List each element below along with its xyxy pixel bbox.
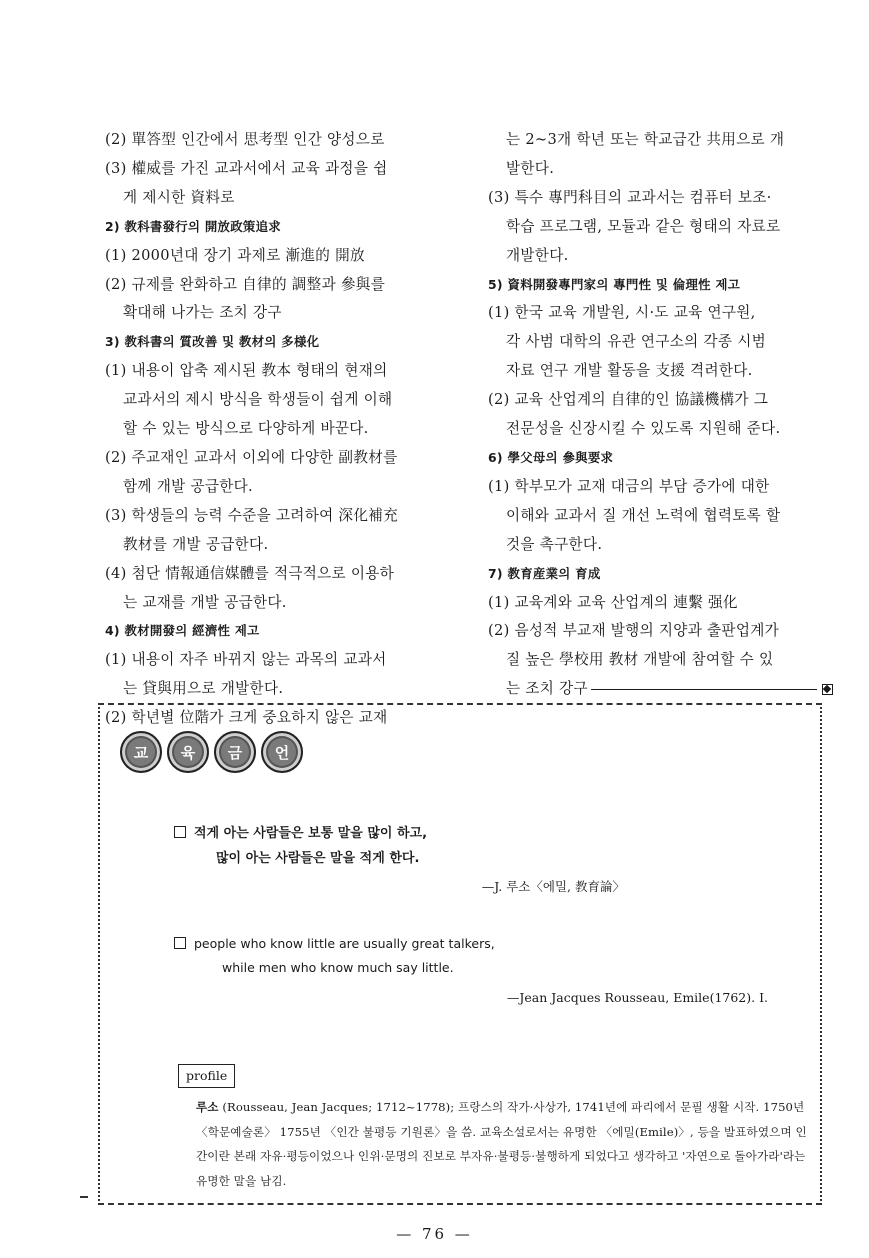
section-heading: 2) 教科書發行의 開放政策追求 [105,218,281,234]
english-quote [174,932,495,980]
section-heading: 5) 資料開發專門家의 專門性 및 倫理性 제고 [488,276,741,292]
english-quote-line-2: while men who know much say little. [222,960,454,975]
text-line: 는 2~3개 학년 또는 학교급간 共用으로 개 [506,131,785,148]
text-line: 教材를 개발 공급한다. [123,535,269,553]
text-line: 것을 촉구한다. [506,535,603,553]
text-line: (3) 특수 專門科目의 교과서는 컴퓨터 보조· [488,188,772,206]
korean-quote-source: —J. 루소〈에밀, 教育論〉 [481,879,625,894]
text-line: (2) 학년별 位階가 크게 중요하지 않은 교재 [105,709,388,727]
text-line: 전문성을 신장시킬 수 있도록 지원해 준다. [506,420,781,438]
section-heading: 6) 學父母의 參與要求 [488,449,614,465]
text-line: (4) 첨단 情報通信媒體를 적극적으로 이용하 [105,564,395,582]
text-line: (3) 학생들의 능력 수준을 고려하여 深化補充 [105,506,399,524]
title-badge: 육 [167,731,209,773]
text-line: 게 제시한 資料로 [123,188,235,206]
checkbox-square-icon [174,937,186,949]
profile-label: profile [178,1064,235,1088]
text-line: 각 사범 대학의 유관 연구소의 각종 시범 [506,333,766,351]
text-line-content: 는 조치 강구 [506,680,588,698]
text-line: 학습 프로그램, 모듈과 같은 형태의 자료로 [506,217,781,235]
korean-quote-line-1: 적게 아는 사람들은 보통 말을 많이 하고, [194,826,428,841]
margin-mark [80,1196,88,1198]
text-line: (1) 학부모가 교재 대금의 부담 증가에 대한 [488,477,770,495]
text-line: 확대해 나가는 조치 강구 [123,304,282,322]
education-quote-box [98,703,822,1205]
text-line: 는 교재를 개발 공급한다. [123,593,287,611]
end-diamond-icon [822,684,833,695]
end-rule [591,689,817,691]
page-number: — 76 — [396,1225,473,1243]
text-line: 질 높은 學校用 教材 개발에 참여할 수 있 [506,651,774,669]
text-line: 자료 연구 개발 활동을 支援 격려한다. [506,362,753,380]
text-line: (1) 교육계와 교육 산업계의 連繫 强化 [488,593,738,611]
text-line [488,675,833,704]
text-line: (1) 내용이 압축 제시된 教本 형태의 현재의 [105,362,388,380]
text-line: 함께 개발 공급한다. [123,477,253,495]
english-quote-line-1: people who know little are usually great talkers, [194,936,495,951]
english-quote-source: —Jean Jacques Rousseau, Emile(1762). I. [506,990,768,1005]
profile-text [174,1095,814,1193]
section-heading: 3) 教科書의 質改善 및 教材의 多様化 [105,334,320,350]
text-line: (2) 單答型 인간에서 思考型 인간 양성으로 [105,131,385,148]
text-line: (1) 2000년대 장기 과제로 漸進的 開放 [105,246,365,264]
korean-quote-line-2: 많이 아는 사람들은 말을 적게 한다. [216,851,420,866]
title-badge: 금 [214,731,256,773]
title-badge: 교 [120,731,162,773]
text-line: (2) 교육 산업계의 自律的인 協議機構가 그 [488,391,769,409]
right-column [488,126,833,704]
text-line: 할 수 있는 방식으로 다양하게 바꾼다. [123,420,369,438]
text-line: 교과서의 제시 방식을 학생들이 쉽게 이해 [123,391,393,409]
quote-box-title [120,731,303,773]
korean-quote [174,821,427,871]
text-line: (1) 한국 교육 개발원, 시·도 교육 연구원, [488,304,756,322]
title-badge: 언 [261,731,303,773]
text-line: 는 貸與用으로 개발한다. [123,680,284,698]
left-column [105,126,450,733]
text-line: 이해와 교과서 질 개선 노력에 협력토록 할 [506,506,781,524]
text-line: (3) 權威를 가진 교과서에서 교육 과정을 쉽 [105,159,388,177]
text-line: (2) 음성적 부교재 발행의 지양과 출판업계가 [488,622,780,640]
text-line: (2) 규제를 완화하고 自律的 調整과 參與를 [105,275,386,293]
profile-body: (Rousseau, Jean Jacques; 1712~1778); 프랑스의 작가·사상가, 1741년에 파리에서 문필 생활 시작. 1750년 〈학문예술론〉 1755년 〈인간 불평등 기원론〉을 씀. 교육소설로서는 유명한 〈에밀(Emile)〉, 등을 발표하였으며 인간이란 본래 자유·평등이었으나 인위·문명의 진보로 부자유·불평등·불행하게 되었다고 생각하고 '자연으로 돌아가라'라는 유명한 말을 남김. [196,1100,807,1188]
section-heading: 7) 教育産業의 育成 [488,565,601,581]
section-heading: 4) 教材開發의 經濟性 제고 [105,623,260,639]
text-line: (1) 내용이 자주 바뀌지 않는 과목의 교과서 [105,651,387,669]
text-line: 발한다. [506,159,555,177]
text-line: 개발한다. [506,246,569,264]
checkbox-square-icon [174,826,186,838]
profile-name: 루소 [196,1100,219,1114]
text-line: (2) 주교재인 교과서 이외에 다양한 副教材를 [105,448,398,466]
